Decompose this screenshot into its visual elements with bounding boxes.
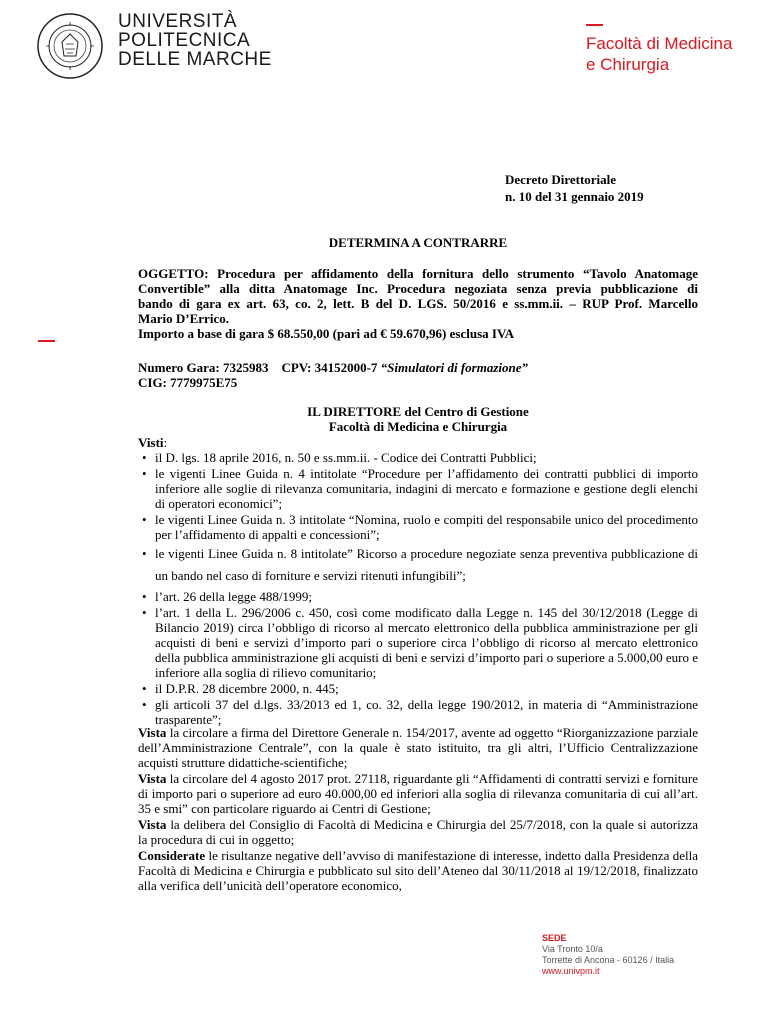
paragraph-lead: Considerate <box>138 848 206 863</box>
subject-line-1: OGGETTO: Procedura per affidamento della fornitura dello strumento “Tavolo Anatomage <box>138 266 698 281</box>
university-seal <box>36 12 104 80</box>
tender-line <box>138 360 698 375</box>
paragraph-text: la circolare a firma del Direttore Generale n. 154/2017, avente ad oggetto “Riorganizzazione parziale dell’Amministrazione Centrale”, con la quale è stato istituito, tra gli altri, l’Ufficio Centralizzazione acquisti strutture didattiche-scientifiche; <box>138 725 698 770</box>
decree-title: Decreto Direttoriale <box>505 172 617 187</box>
university-line-1: UNIVERSITÀ <box>118 11 238 32</box>
paragraph-lead: Vista <box>138 771 167 786</box>
cig-code: CIG: 7779975E75 <box>138 375 238 390</box>
page-title: DETERMINA A CONTRARRE <box>328 235 508 250</box>
footer-website-link[interactable]: www.univpm.it <box>542 966 600 976</box>
subject-amount: Importo a base di gara $ 68.550,00 (pari ad € 59.670,96) esclusa IVA <box>138 326 515 341</box>
visti-colon: : <box>163 435 168 450</box>
cpv-description: “Simulatori di formazione” <box>380 360 529 375</box>
paragraph-text: le risultanze negative dell’avviso di manifestazione di interesse, indetto dalla Presidenza della Facoltà di Medicina e Chirurgia e pubblicato sul sito dell’Ateneo dal 30/11/2018 al 19/12/2018, finalizzato alla verifica dell’unicità dell’operatore economico, <box>138 848 698 893</box>
director-line-1: IL DIRETTORE del Centro di Gestione <box>307 404 529 419</box>
faculty-accent-bar <box>586 24 603 26</box>
university-line-2: POLITECNICA <box>118 30 251 51</box>
university-name <box>118 12 272 69</box>
list-item: • il D.P.R. 28 dicembre 2000, n. 445; <box>139 681 698 696</box>
director-line-2: Facoltà di Medicina e Chirurgia <box>328 419 508 434</box>
visti-label <box>138 435 698 450</box>
visti-word: Visti <box>138 435 164 450</box>
paragraph-text: la circolare del 4 agosto 2017 prot. 27118, riguardante gli “Affidamenti di contratti servizi e forniture di importo pari o superiore ad euro 40.000,00 ed inferiori alla soglia di rilevanza comunitaria di cui all’art. 35 e smi” con particolare riguardo ai Centri di Gestione; <box>138 771 698 816</box>
paragraph <box>138 771 698 816</box>
subject-line-4: Mario D’Errico. <box>138 311 229 326</box>
list-item: • il D. lgs. 18 aprile 2016, n. 50 e ss.mm.ii. - Codice dei Contratti Pubblici; <box>139 450 698 465</box>
considerations <box>138 725 698 894</box>
faculty-name <box>586 33 732 75</box>
paragraph-lead: Vista <box>138 817 167 832</box>
footer-address <box>542 933 674 977</box>
list-item: • le vigenti Linee Guida n. 3 intitolate “Nomina, ruolo e compiti del responsabile unico del procedimento per l’affidamento di appalti e concessioni”; <box>139 512 698 542</box>
cpv-code: CPV: 34152000-7 <box>281 360 378 375</box>
paragraph-text: la delibera del Consiglio di Facoltà di Medicina e Chirurgia del 25/7/2018, con la quale si autorizza la procedura di cui in oggetto; <box>138 817 698 847</box>
list-item: • le vigenti Linee Guida n. 4 intitolate “Procedure per l’affidamento dei contratti pubblici di importo inferiore alle soglie di rilevanza comunitaria, indagini di mercato e formazione e gestione degli elenchi di operatori economici”; <box>139 466 698 511</box>
list-item: • le vigenti Linee Guida n. 8 intitolate” Ricorso a procedure negoziate senza preventiva pubblicazione di un bando nel caso di forniture e servizi ritenuti infungibili”; <box>139 543 698 587</box>
footer-address-line-2: Torrette di Ancona - 60126 / Italia <box>542 955 675 965</box>
subject-block <box>138 266 698 341</box>
decree-number: n. 10 del 31 gennaio 2019 <box>505 189 644 204</box>
university-line-3: DELLE MARCHE <box>118 49 272 70</box>
paragraph <box>138 725 698 770</box>
director-heading <box>138 404 698 434</box>
tender-info <box>138 360 698 390</box>
subject-line-2: Convertible” alla ditta Anatomage Inc. Procedura negoziata senza previa pubblicazione di <box>138 281 698 296</box>
footer-address-line-1: Via Tronto 10/a <box>542 944 603 954</box>
visti-list <box>139 450 698 728</box>
faculty-line-1: Facoltà di Medicina <box>586 34 733 53</box>
list-item: • l’art. 1 della L. 296/2006 c. 450, così come modificato dalla Legge n. 145 del 30/12/2018 (Legge di Bilancio 2019) circa l’obbligo di ricorso al mercato elettronico della pubblica amministrazione per gli acquisti di beni e servizi d’importo pari o superiore circa l’obbligo di ricorso al mercato elettronico della pubblica amministrazione gli acquisti di beni e servizi d’importo pari o superiore a 5.000,00 euro e inferiore alla soglia di rilievo comunitario; <box>139 605 698 680</box>
paragraph-lead: Vista <box>138 725 167 740</box>
tender-number: Numero Gara: 7325983 <box>138 360 269 375</box>
footer-sede-label: SEDE <box>542 933 567 943</box>
decree-block <box>505 171 644 205</box>
side-accent-bar <box>38 340 55 342</box>
paragraph <box>138 848 698 893</box>
list-item: • gli articoli 37 del d.lgs. 33/2013 ed 1, co. 32, della legge 190/2012, in materia di “Amministrazione trasparente”; <box>139 697 698 727</box>
paragraph <box>138 817 698 847</box>
list-item: • l’art. 26 della legge 488/1999; <box>139 589 698 604</box>
faculty-line-2: e Chirurgia <box>586 55 670 74</box>
subject-line-3: bando di gara ex art. 63, co. 2, lett. B del D. LGS. 50/2016 e ss.mm.ii. – RUP Prof. Marcello <box>138 296 698 311</box>
